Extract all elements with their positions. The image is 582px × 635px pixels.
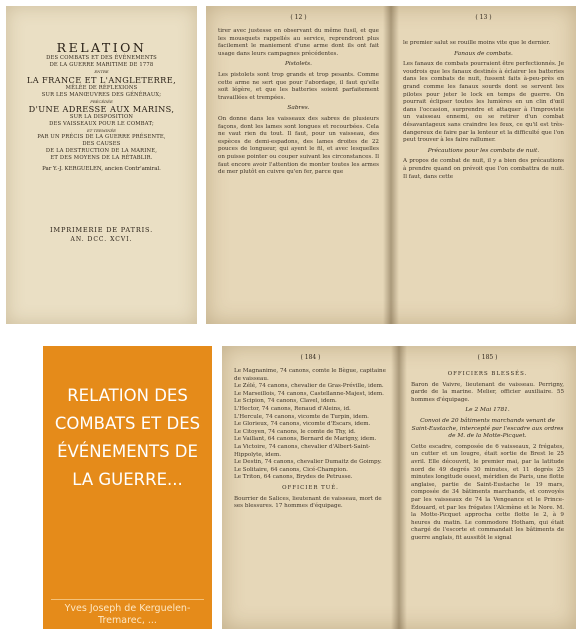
page-number: ( 185 ): [477, 354, 498, 361]
page-body: [411, 368, 564, 542]
list-item: Le Marseillois, 74 canons, Castellanne-Majest, idem.: [234, 390, 384, 397]
section-heading: Pistolets.: [285, 61, 312, 68]
cover-divider: [51, 599, 204, 600]
paragraph: Cette escadre, composée de 6 vaisseaux, 2 frégates, un cutter et un lougre, était sortie de Brest le 25 avril. Elle découvrit, le premier mai, par la latitude nord de 49 degrés 30 minutes, et 11 degrés 25 minutes longitude ouest, méridien de Paris, une flotte anglaise, partie de Saint-Eustache le 19 mars, composée de 34 bâtiments marchands, et convoyés par les vaisseaux de 74 la Vengeance et le Prince-Édouard, et par les frégates l'Alcmène et le Nore. M. la Motte-Picquet approcha cette flotte le 2, à 9 heures du matin. Le commodore Hotham, qui était chargé de l'escorte et commandait les bâtiments de guerre anglais, fit aussitôt le signal: [411, 443, 564, 541]
list-item: Le Magnanime, 74 canons, comte le Bègue, capitaine de vaisseau.: [234, 368, 386, 382]
title-year: AN. DCC. XCVI.: [70, 235, 133, 243]
title-line: ET TERMINÉE: [87, 128, 116, 133]
list-item: Le Triton, 64 canons, Brydes de Petrusse.: [234, 474, 353, 481]
paragraph: A propos de combat de nuit, il y a bien des précautions à prendre quand on prévoit que l'on combattra de nuit. Il faut, dans cette: [403, 158, 564, 180]
list-item: Le Zélé, 74 canons, chevalier de Gras-Préville, idem.: [234, 383, 384, 390]
right-page: [399, 346, 576, 629]
list-item: Le Vaillant, 64 canons, Bernard de Marigny, idem.: [234, 436, 377, 443]
title-line: DES CAUSES: [82, 140, 121, 147]
title-big-line: LA FRANCE ET L'ANGLETERRE,: [26, 74, 177, 85]
title-imprint: IMPRIMERIE DE PATRIS.: [50, 225, 153, 234]
title-line: SUR LA DISPOSITION: [69, 114, 134, 120]
paragraph: On donne dans les vaisseaux des sabres de plusieurs façons, dont les lames sont longues et recourbées. Cela ne vaut rien du tout. Il faut, pour un vaisseau, des espèces de demi-espadons, des lames droites de 22 pouces de longueur, qui ayent le fil, et avec lesquelles on puisse pointer ou couper suivant les circonstances. Il faut encore avoir l'attention de monter toutes les armes de mer plutôt en cuivre qu'en fer, parce que: [218, 115, 379, 176]
page-body: [218, 28, 379, 177]
title-page-scan: [6, 6, 197, 324]
title-line: DES VAISSEAUX POUR LE COMBAT;: [49, 121, 154, 127]
list-item: Le Scipion, 74 canons, Clavel, idem.: [234, 398, 337, 405]
paragraph: Bourrier de Salices, lieutenant de vaisseau, mort de ses blessures. 17 hommes d'équipage.: [234, 495, 382, 510]
page-number: ( 13 ): [475, 14, 492, 21]
title-line: ET DES MOYENS DE LA RÉTABLIR.: [50, 154, 153, 161]
title-line: DE LA DESTRUCTION DE LA MARINE,: [45, 147, 158, 154]
title-heading: RELATION: [56, 40, 147, 55]
left-page: [222, 346, 399, 629]
title-line: MÊLÉE DE RÉFLEXIONS: [65, 84, 138, 91]
left-page: [206, 6, 391, 324]
ship-list: [234, 368, 387, 482]
list-item: Le Solitaire, 64 canons, Cicé-Champion.: [234, 466, 348, 473]
section-heading: Fanaux de combats.: [454, 50, 513, 57]
section-heading: Le 2 Mai 1781.: [465, 407, 510, 414]
title-line: SUR LES MANŒUVRES DES GÉNÉRAUX;: [41, 91, 162, 98]
title-line: PAR UN PRÉCIS DE LA GUERRE PRÉSENTE,: [37, 133, 166, 140]
section-heading: OFFICIER TUÉ.: [282, 484, 339, 491]
right-page: [391, 6, 576, 324]
section-heading: OFFICIERS BLESSÉS.: [447, 371, 528, 377]
list-item: Le Destin, 74 canons, chevalier Dumaitz de Goimpy.: [234, 459, 382, 466]
page-number: ( 184 ): [300, 354, 321, 361]
list-item: Le Citoyen, 74 canons, le comte de Thy, id.: [234, 428, 356, 435]
book-spread-pages-12-13: [206, 6, 576, 324]
paragraph: Les pistolets sont trop grands et trop pesants. Comme cette arme ne sert que pour l'abordage, il faut qu'elle soit légère, et que les batteries soient parfaitement travaillées et trempées.: [218, 71, 379, 101]
title-line: DES COMBATS ET DES ÉVÉNEMENTS: [46, 55, 157, 61]
book-spread-pages-184-185: [222, 346, 576, 629]
list-item: La Victoire, 74 canons, chevalier d'Albert-Saint-Hippolyte, idem.: [234, 443, 371, 458]
cover-author: Yves Joseph de Kerguelen-Tremarec, ...: [64, 603, 191, 626]
section-heading: Sabres.: [287, 105, 310, 112]
title-line: ENTRE: [94, 69, 109, 74]
page-body: [234, 368, 387, 511]
cover-title: RELATION DES COMBATS ET DES ÉVÉNEMENTS DE LA GUERRE...: [54, 386, 201, 489]
section-heading: Précautions pour les combats de nuit.: [427, 147, 540, 154]
title-big-line: D'UNE ADRESSE AUX MARINS,: [28, 104, 175, 114]
title-author: Par Y.-J. KERGUELEN, ancien Contr'amiral.: [42, 165, 161, 172]
list-item: Le Glorieux, 74 canons, vicomte d'Escars, idem.: [234, 421, 371, 428]
section-subheading: Convoi de 20 bâtiments marchands venant de Saint-Eustache, intercepté par l'escadre aux ordres de M. de la Motte-Picquet.: [411, 417, 564, 440]
paragraph: Les fanaux de combats pourraient être perfectionnés. Je voudrois que les fanaux destinés à éclairer les batteries dans les combats de nuit, fussent faits à-peu-près en grand comme les fanaux sourds dont se servent les pilotes pour jeter le lock en temps de guerre. On pourrait éclipser toutes les lumières en un clin d'œil dans l'occasion, surprendre et attaquer à l'improviste un vaisseau ennemi, ou se retirer d'un combat désavantageux sans craindre les feux, ce qu'il est très-dangereux de faire par la lenteur et la difficulté que l'on peut trouver à les faire rallumer.: [403, 61, 564, 144]
list-item: L'Hercule, 74 canons, vicomte de Turpin, idem.: [234, 413, 369, 420]
paragraph: Baron de Vaivre, lieutenant de vaisseau. Perrigny, garde de la marine. Melier, officier auxiliaire. 55 hommes d'équipage.: [411, 381, 564, 403]
page-number: ( 12 ): [290, 14, 307, 21]
paragraph: tirer avec justesse en observant du même fusil, et que les mousquets rappellés au service, reprendront plus facilement le maniement d'une arme dont ils ont fait usage dans leurs campagnes précédentes.: [218, 28, 379, 57]
title-line: PRÉCÉDÉE: [90, 98, 113, 104]
list-item: L'Hector, 74 canons, Renaud d'Aleins, id.: [234, 405, 351, 412]
title-line: DE LA GUERRE MARITIME DE 1778: [49, 62, 154, 68]
paragraph: le premier salut se rouille moins vite que le dernier.: [403, 40, 551, 46]
book-cover[interactable]: [43, 346, 212, 629]
page-body: [403, 40, 564, 181]
